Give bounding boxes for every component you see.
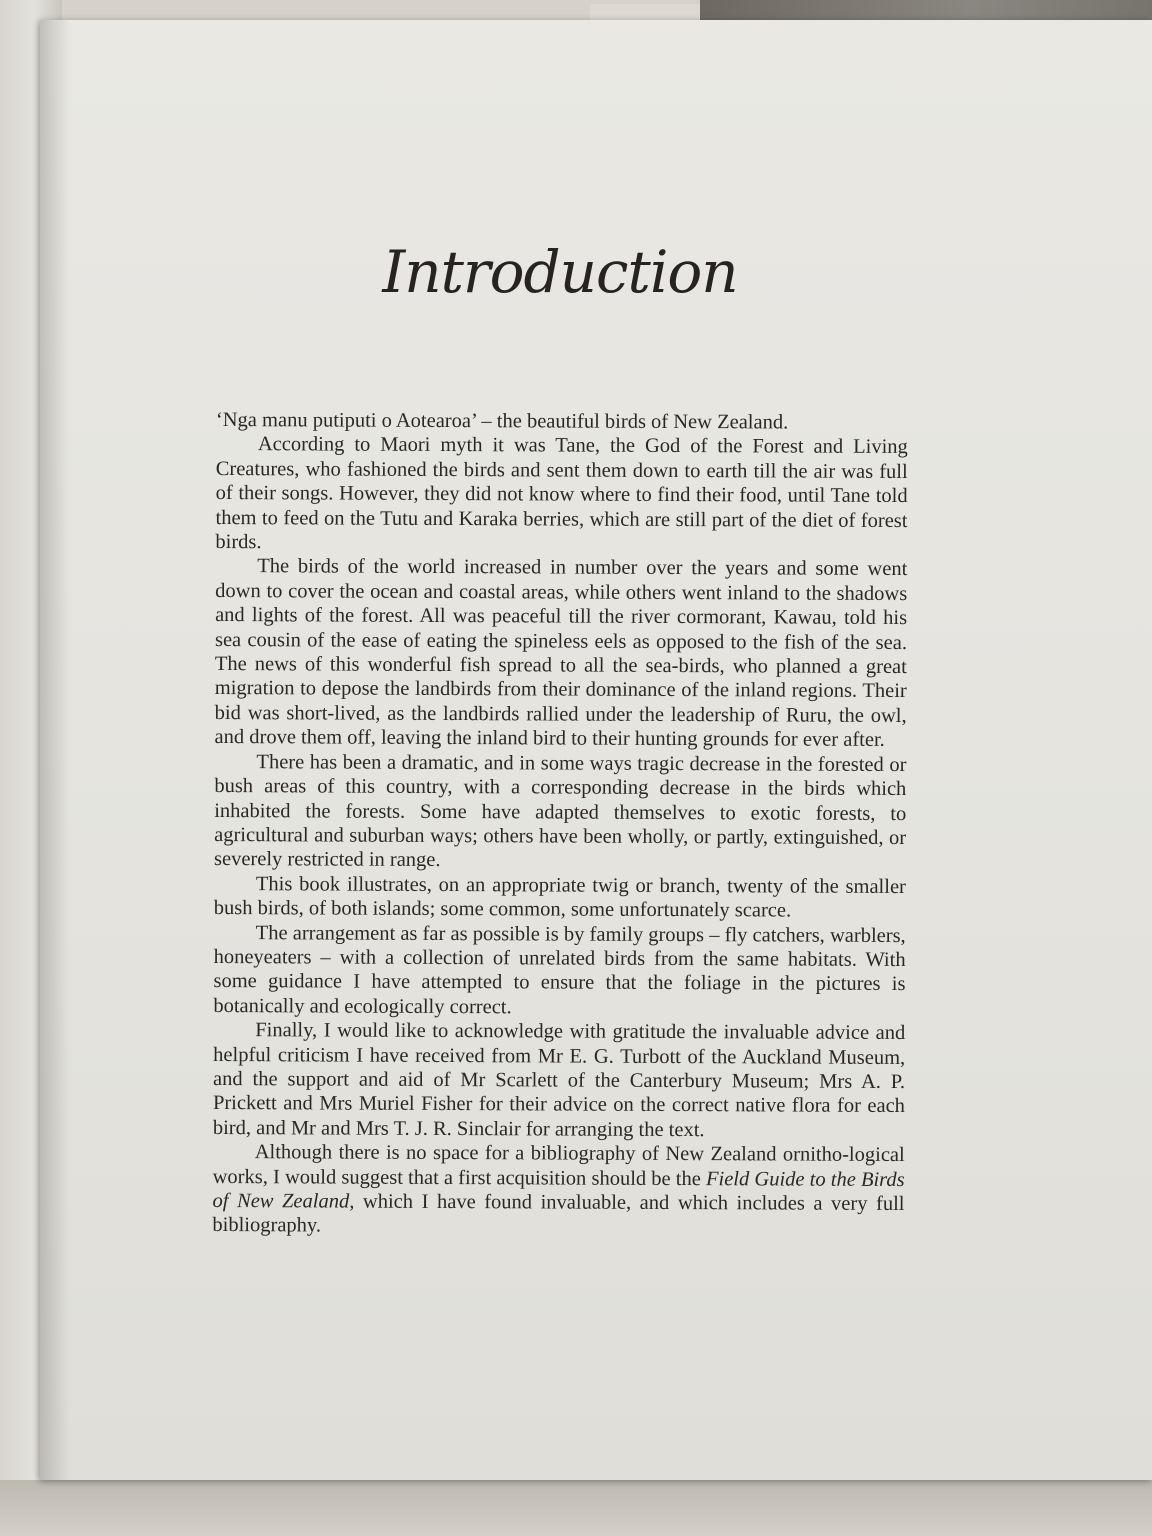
introduction-text [212,408,908,1241]
paragraph-8-text-end: which I have found invaluable, and which includes a very full bibliography. [212,1190,905,1237]
page-gutter-shadow [40,20,70,1480]
bottom-surface [0,1480,1152,1536]
page-title: Introduction [382,238,738,306]
paragraph-8-text-start: Although there is no space for a bibliography of New Zealand ornitho-logical works, I would suggest that a first acquisition should be the [212,1141,905,1190]
paragraph-7: Finally, I would like to acknowledge with gratitude the invaluable advice and helpful criticism I have received from Mr E. G. Turbott of the Auckland Museum, and the support and aid of Mr Scarlett of the Canterbury Museum; Mrs A. P. Prickett and Mrs Muriel Fisher for their advice on the correct native flora for each bird, and Mr and Mrs T. J. R. Sinclair for arranging the text. [212,1019,906,1141]
paragraph-2: According to Maori myth it was Tane, the God of the Forest and Living Creatures, who fashioned the birds and sent them down to earth till the air was full of their songs. However, they did not know where to find their food, until Tane told them to feed on the Tutu and Karaka berries, which are still part of the diet of forest birds. [215,433,908,554]
paragraph-5: This book illustrates, on an appropriate twig or branch, twenty of the smaller bush birds, of both islands; some common, some unfortunately scarce. [213,872,906,922]
paragraph-8 [212,1140,904,1241]
paragraph-6: The arrangement as far as possible is by family groups – fly catchers, warblers, honeyeaters – with a collection of unrelated birds from the same habitats. With some guidance I have attempted to ensure that the foliage in the pictures is botanically and ecologically correct. [213,921,906,1019]
paragraph-1: ‘Nga manu putiputi o Aotearoa’ – the beautiful birds of New Zealand. [215,409,789,434]
field-guide-title: Field Guide to the Birds of New Zealand, [212,1167,905,1213]
paragraph-3: The birds of the world increased in number over the years and some went down to cover the ocean and coastal areas, while others went inland to the shadows and lights of the forest. All was peaceful till the river cormorant, Kawau, told his sea cousin of the ease of eating the spineless eels as opposed to the fish of the sea. The news of this wonderful fish spread to all the sea-birds, who planned a great migration to depose the landbirds from their dominance of the inland regions. Their bid was short-lived, as the landbirds rallied under the leadership of Ruru, the owl, and drove them off, leaving the inland bird to their hunting grounds for ever after. [214,555,908,752]
paragraph-4: There has been a dramatic, and in some ways tragic decrease in the forested or bush areas of this country, with a corresponding decrease in the birds which inhabited the forests. Some have adapted themselves to exotic forests, to agricultural and suburban ways; others have been wholly, or partly, extinguished, or severely restricted in range. [213,750,907,872]
